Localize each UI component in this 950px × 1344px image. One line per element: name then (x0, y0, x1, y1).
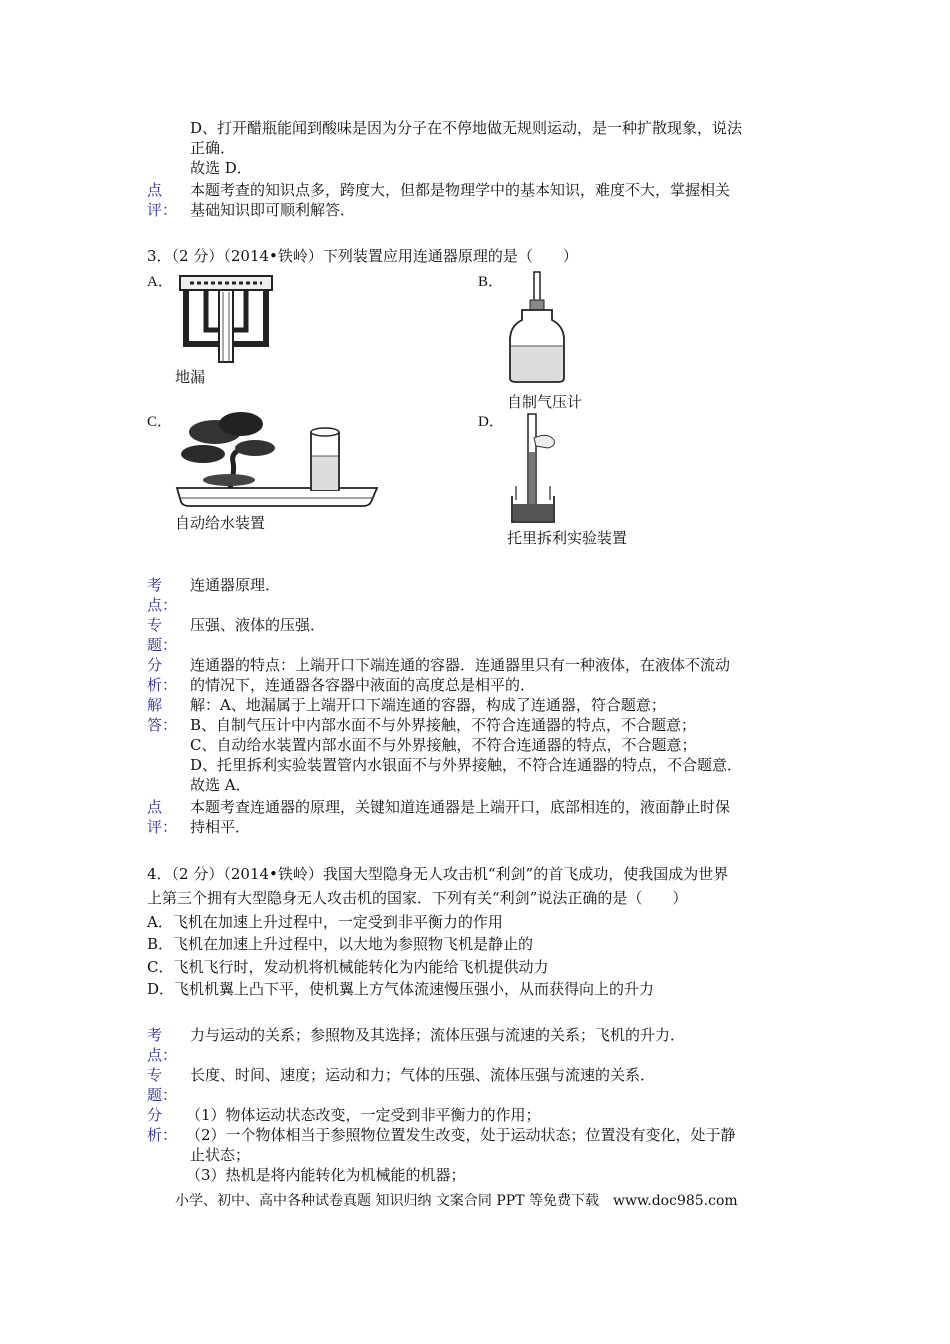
q3-zhuanti-label-2: 题： (147, 636, 178, 654)
q4-option-b: B．飞机在加速上升过程中，以大地为参照物飞机是静止的 (147, 935, 534, 953)
prev-analysis-line-2: 正确． (190, 139, 236, 157)
q3-dianping-label-1: 点 (147, 798, 163, 816)
auto-water-figure (175, 410, 380, 510)
q4-fenxi-line-2: （2）一个物体相当于参照物位置发生改变，处于运动状态；位置没有变化，处于静 (186, 1126, 736, 1144)
q4-fenxi-label-2: 析： (147, 1126, 178, 1144)
q4-fenxi-line-1: （1）物体运动状态改变，一定受到非平衡力的作用； (186, 1106, 541, 1124)
q4-title-line-1: 4．（2 分）（2014•铁岭）我国大型隐身无人攻击机“利剑”的首飞成功，使我国成为世界 (147, 865, 729, 883)
q3-option-d-letter: D． (478, 414, 504, 430)
prev-comment-line-1: 本题考查的知识点多，跨度大，但都是物理学中的基本知识，难度不大，掌握相关 (190, 181, 731, 199)
q3-zhuanti: 压强、液体的压强． (190, 616, 326, 634)
q3-jieda-label-1: 解 (147, 696, 163, 714)
q3-jieda-line-2: B、自制气压计中内部水面不与外界接触，不符合连通器的特点，不合题意； (190, 716, 697, 734)
q3-option-d-caption: 托里拆利实验装置 (507, 529, 628, 547)
q3-dianping-label-2: 评： (147, 818, 178, 836)
q3-fenxi-label-2: 析： (147, 676, 178, 694)
q3-fenxi-line-1: 连通器的特点：上端开口下端连通的容器．连通器里只有一种液体，在液体不流动 (190, 656, 731, 674)
q4-option-a: A．飞机在加速上升过程中，一定受到非平衡力的作用 (147, 913, 503, 931)
prev-answer: 故选 D． (190, 159, 252, 177)
q3-kaodian-label-2: 点： (147, 596, 178, 614)
q3-fenxi-line-2: 的情况下，连通器各容器中液面的高度总是相平的． (190, 676, 536, 694)
prev-comment-label-1: 点 (147, 181, 163, 199)
q4-option-c: C．飞机飞行时，发动机将机械能转化为内能给飞机提供动力 (147, 958, 549, 976)
q3-jieda-line-1: 解：A、地漏属于上端开口下端连通的容器，构成了连通器，符合题意； (190, 696, 666, 714)
q3-fenxi-label-1: 分 (147, 656, 163, 674)
q3-jieda-label-2: 答： (147, 716, 178, 734)
q3-dianping-line-2: 持相平． (190, 818, 251, 836)
barometer-figure (508, 270, 572, 385)
floor-drain-figure (176, 272, 276, 362)
q3-option-b-caption: 自制气压计 (507, 393, 583, 411)
q4-kaodian-label-1: 考 (147, 1026, 163, 1044)
q3-zhuanti-label-1: 专 (147, 616, 163, 634)
q3-option-a-letter: A． (147, 274, 173, 290)
q3-jieda-line-3: C、自动给水装置内部水面不与外界接触，不符合连通器的特点，不合题意； (190, 736, 697, 754)
page-footer: 小学、初中、高中各种试卷真题 知识归纳 文案合同 PPT 等免费下载 www.doc985.com (175, 1193, 738, 1209)
q3-jieda-line-4: D、托里拆利实验装置管内水银面不与外界接触，不符合连通器的特点，不合题意． (190, 756, 743, 774)
prev-comment-label-2: 评： (147, 201, 178, 219)
q4-fenxi-line-4: （3）热机是将内能转化为机械能的机器； (186, 1166, 466, 1184)
q4-zhuanti-label-1: 专 (147, 1066, 163, 1084)
q3-kaodian-label-1: 考 (147, 576, 163, 594)
q3-option-c-caption: 自动给水装置 (175, 514, 266, 532)
q4-title-line-2: 上第三个拥有大型隐身无人攻击机的国家．下列有关“利剑”说法正确的是（ ） (147, 889, 688, 907)
q3-kaodian: 连通器原理． (190, 576, 281, 594)
q4-option-d: D．飞机机翼上凸下平，使机翼上方气体流速慢压强小，从而获得向上的升力 (147, 980, 655, 998)
q4-zhuanti: 长度、时间、速度；运动和力；气体的压强、流体压强与流速的关系． (190, 1066, 656, 1084)
q3-dianping-line-1: 本题考查连通器的原理，关键知道连通器是上端开口，底部相连的，液面静止时保 (190, 798, 731, 816)
prev-analysis-line-1: D、打开醋瓶能闻到酸味是因为分子在不停地做无规则运动，是一种扩散现象，说法 (190, 119, 743, 137)
q4-fenxi-label-1: 分 (147, 1106, 163, 1124)
q4-kaodian: 力与运动的关系；参照物及其选择；流体压强与流速的关系；飞机的升力． (190, 1026, 686, 1044)
q3-option-c-letter: C． (147, 414, 173, 430)
q3-jieda-line-5: 故选 A． (190, 776, 251, 794)
q3-option-b-letter: B． (478, 274, 504, 290)
prev-comment-line-2: 基础知识即可顺利解答． (190, 201, 356, 219)
torricelli-figure (508, 412, 568, 528)
q3-title: 3．（2 分）（2014•铁岭）下列装置应用连通器原理的是（ ） (147, 247, 578, 265)
q4-zhuanti-label-2: 题： (147, 1086, 178, 1104)
q4-fenxi-line-3: 止状态； (190, 1146, 251, 1164)
q3-option-a-caption: 地漏 (175, 368, 206, 386)
q4-kaodian-label-2: 点： (147, 1046, 178, 1064)
